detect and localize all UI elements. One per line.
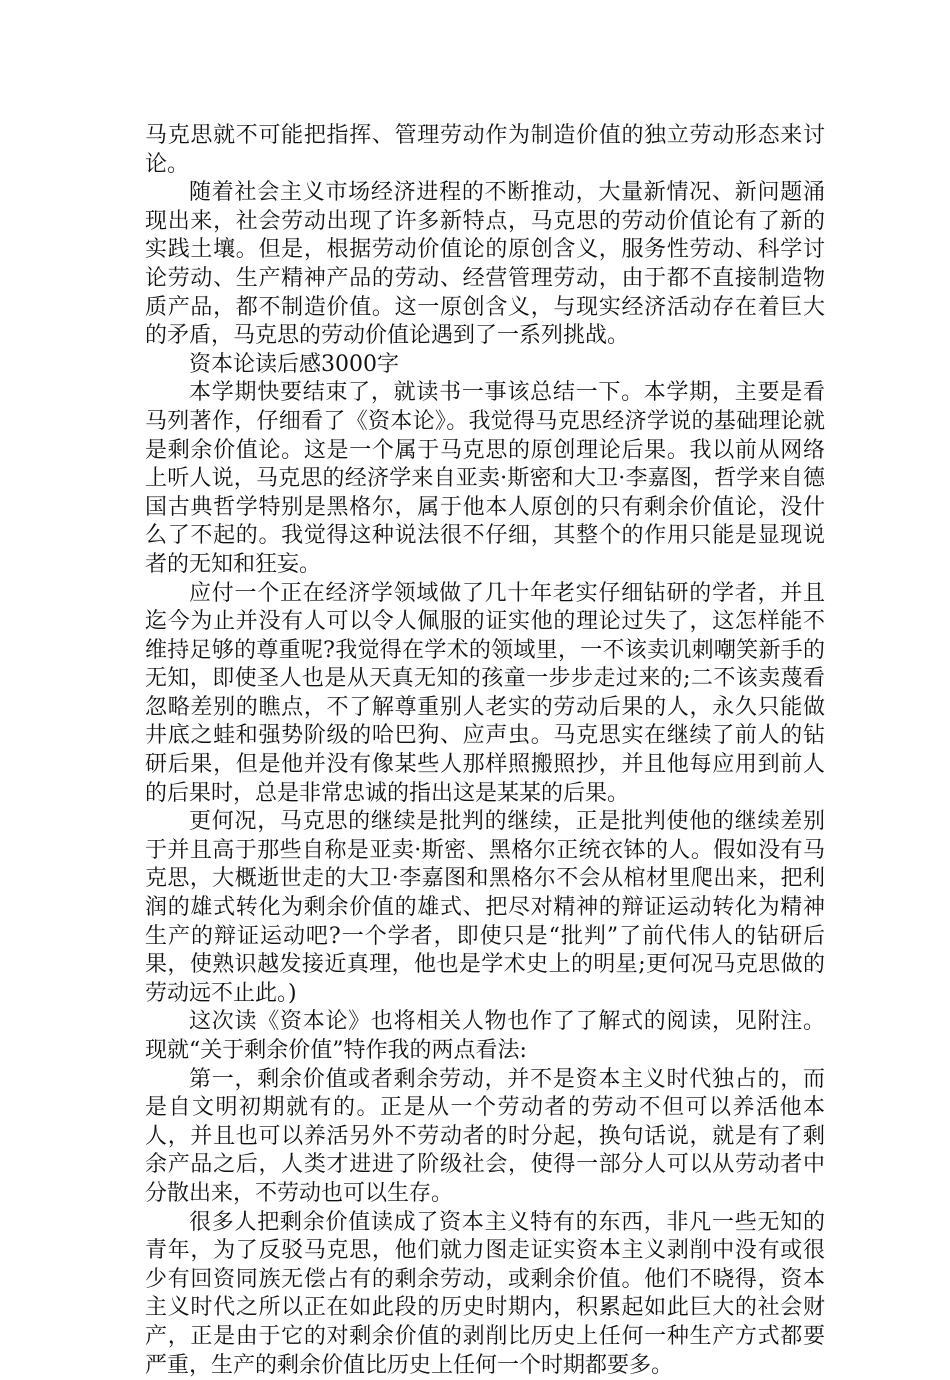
paragraph-misreading: 很多人把剩余价值读成了资本主义特有的东西，非凡一些无知的青年，为了反驳马克思，他们就力图走证实资本主义剥削中没有或很少有回资同族无偿占有的剩余劳动，或剩余价值。他们不晓得，资本主义时代之所以正在如此段的历史时期内，积累起如此巨大的社会财产，正是由于它的对剩余价值的剥削比历史上任何一种生产方式都要严重，生产的剩余价值比历史上任何一个时期都要多。 (145, 1209, 825, 1378)
paragraph-market-economy: 随着社会主义市场经济进程的不断推动，大量新情况、新问题涌现出来，社会劳动出现了许多新特点，马克思的劳动价值论有了新的实践土壤。但是，根据劳动价值论的原创含义，服务性劳动、科学讨论劳动、生产精神产品的劳动、经营管理劳动，由于都不直接制造物质产品，都不制造价值。这一原创含义，与现实经济活动存在着巨大的矛盾，马克思的劳动价值论遇到了一系列挑战。 (145, 180, 825, 349)
paragraph-respect-scholar: 应付一个正在经济学领域做了几十年老实仔细钻研的学者，并且迄今为止并没有人可以令人佩服的证实他的理论过失了，这怎样能不维持足够的尊重呢?我觉得在学术的领域里，一不该卖讥刺嘲笑新手的无知，即使圣人也是从天真无知的孩童一步步走过来的;二不该卖蔑看忽略差别的瞧点，不了解尊重别人老实的劳动后果的人，永久只能做井底之蛙和强势阶级的哈巴狗、应声虫。马克思实在继续了前人的钻研后果，但是他并没有像某些人那样照搬照抄，并且他每应用到前人的后果时，总是非常忠诚的指出这是某某的后果。 (145, 580, 825, 806)
section-title: 资本论读后感3000字 (189, 351, 399, 377)
paragraph-semester-summary: 本学期快要结束了，就读书一事该总结一下。本学期，主要是看马列著作，仔细看了《资本论》。我觉得马克思经济学说的基础理论就是剩余价值论。这是一个属于马克思的原创理论后果。我以前从网络上听人说，马克思的经济学来自亚卖·斯密和大卫·李嘉图，哲学来自德国古典哲学特别是黑格尔，属于他本人原创的只有剩余价值论，没什么了不起的。我觉得这种说法很不仔细，其整个的作用只能是显现说者的无知和狂妄。 (145, 380, 825, 577)
document-page (145, 122, 825, 1380)
paragraph-critical-inheritance: 更何况，马克思的继续是批判的继续，正是批判使他的继续差别于并且高于那些自称是亚卖·斯密、黑格尔正统衣钵的人。假如没有马克思，大概逝世走的大卫·李嘉图和黑格尔不会从棺材里爬出来，把利润的雄式转化为剩余价值的雄式、把尽对精神的辩证运动转化为精神生产的辩证运动吧?一个学者，即使只是“批判”了前代伟人的钻研后果，使熟识越发接近真理，他也是学术史上的明星;更何况马克思做的劳动远不止此。) (145, 809, 825, 1006)
paragraph-reading-note: 这次读《资本论》也将相关人物也作了了解式的阅读，见附注。现就“关于剩余价值”特作我的两点看法: (145, 1009, 825, 1063)
paragraph-continuation: 马克思就不可能把指挥、管理劳动作为制造价值的独立劳动形态来讨论。 (145, 123, 825, 177)
paragraph-first-point: 第一，剩余价值或者剩余劳动，并不是资本主义时代独占的，而是自文明初期就有的。正是从一个劳动者的劳动不但可以养活他本人，并且也可以养活另外不劳动者的时分起，换句话说，就是有了剩余产品之后，人类才进进了阶级社会，使得一部分人可以从劳动者中分散出来，不劳动也可以生存。 (145, 1066, 825, 1206)
